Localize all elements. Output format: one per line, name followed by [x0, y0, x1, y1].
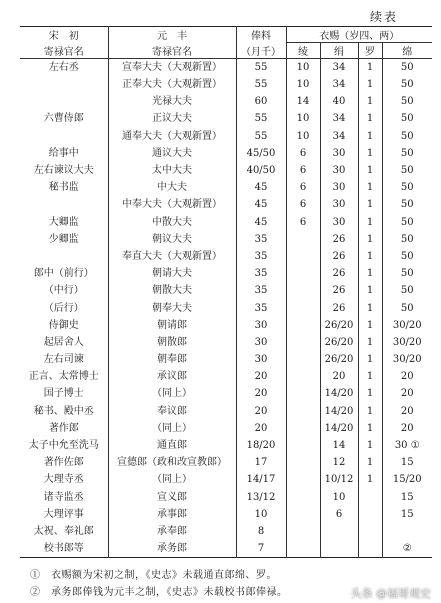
- cell-c1: 10: [286, 59, 320, 77]
- cell-c4: [382, 523, 432, 540]
- cell-off: [20, 248, 108, 265]
- cell-rank: 朝奉郎: [108, 351, 236, 368]
- cell-off: 秘书、殿中丞: [20, 403, 108, 420]
- table-row: [20, 454, 432, 471]
- cell-rank: 太中大夫: [108, 162, 236, 179]
- cell-c4: ②: [402, 543, 412, 555]
- cell-c2: 30: [320, 162, 358, 179]
- cell-c1: 10: [286, 76, 320, 93]
- cell-sal: 40/50: [236, 162, 286, 179]
- cell-c2: 34: [320, 76, 358, 93]
- cell-rank: 中大夫: [108, 179, 236, 196]
- cell-c4: 50: [400, 62, 414, 73]
- cell-c3: 1: [358, 145, 382, 162]
- watermark: 头条 @福哥观史: [350, 587, 431, 600]
- cell-c4: 50: [400, 250, 414, 262]
- table-row: [20, 540, 432, 558]
- cell-rank: 承务郎: [108, 540, 236, 558]
- cell-c2: 26: [320, 299, 358, 316]
- cell-c3: 1: [358, 299, 382, 316]
- cell-c3: 1: [358, 282, 382, 299]
- cell-off: [20, 93, 108, 110]
- cell-c3: 1: [358, 110, 382, 127]
- table-row: [20, 403, 432, 420]
- cell-c2: 34: [320, 128, 358, 145]
- cell-c4: 20: [400, 388, 414, 400]
- cell-off: 诸寺监丞: [20, 489, 108, 506]
- cell-c1: 6: [286, 145, 320, 162]
- table-row: [20, 110, 432, 127]
- cell-c2: 30: [320, 145, 358, 162]
- cell-c4: 50: [400, 130, 414, 142]
- cell-c4: 20: [400, 422, 414, 434]
- cell-rank: 奉议郎: [108, 403, 236, 420]
- cell-c1: 10: [286, 110, 320, 127]
- cell-sal: 55: [236, 76, 286, 93]
- table-row: [20, 231, 432, 248]
- cell-c3: [358, 489, 382, 506]
- cell-c1: 10: [286, 128, 320, 145]
- header-yuanfeng: 元 丰: [108, 27, 236, 43]
- header-song-initial: 宋 初: [20, 27, 108, 43]
- table-row: [20, 368, 432, 385]
- cell-c1: 6: [286, 214, 320, 231]
- cell-rank: 正议大夫: [108, 110, 236, 127]
- cell-sal: 45: [236, 179, 286, 196]
- cell-off: 六曹侍郎: [20, 110, 108, 127]
- cell-off: 大理评事: [20, 506, 108, 523]
- cell-c2: 26: [320, 282, 358, 299]
- cell-c2: 30: [320, 214, 358, 231]
- table-row: [20, 351, 432, 368]
- continued-label: 续表: [370, 10, 399, 24]
- header-salary: 俸料: [236, 27, 286, 43]
- cell-c2: 30: [320, 179, 358, 196]
- cell-c4: 50: [400, 302, 414, 314]
- cell-c2: 6: [320, 506, 358, 523]
- cell-c3: 1: [358, 231, 382, 248]
- cell-c4: 50: [400, 113, 414, 125]
- cell-c4: 30/20: [392, 354, 422, 366]
- cell-c3: [358, 523, 382, 540]
- cell-c1: [286, 403, 320, 420]
- cell-off: 大理寺丞: [20, 471, 108, 488]
- cell-c2: [320, 540, 358, 558]
- cell-c3: 1: [358, 403, 382, 420]
- cell-c3: 1: [358, 471, 382, 488]
- cell-c1: [286, 317, 320, 334]
- cell-off: 校书郎等: [20, 540, 108, 558]
- table-row: [20, 76, 432, 93]
- cell-rank: 宣德郎（政和改宣教郎）: [108, 454, 236, 471]
- cell-sal: 35: [236, 265, 286, 282]
- cell-rank: 通直郎: [108, 437, 236, 454]
- cell-c4: 30 ①: [394, 440, 420, 452]
- cell-rank: （同上）: [108, 385, 236, 402]
- cell-c1: [286, 489, 320, 506]
- cell-c2: 14/20: [320, 385, 358, 402]
- cell-rank: 朝奉大夫: [108, 299, 236, 316]
- cell-off: 正言、太常博士: [20, 368, 108, 385]
- header-mian: 绵: [382, 43, 432, 59]
- cell-off: 秘书监: [20, 179, 108, 196]
- cell-c1: 14: [286, 93, 320, 110]
- cell-rank: 承事郎: [108, 506, 236, 523]
- cell-c3: [358, 540, 382, 558]
- cell-off: （中行）: [20, 282, 108, 299]
- cell-c4: 50: [400, 165, 414, 177]
- cell-c3: 1: [358, 179, 382, 196]
- cell-rank: 承议郎: [108, 368, 236, 385]
- table-row: [20, 145, 432, 162]
- cell-c3: 1: [358, 93, 382, 110]
- cell-sal: 10: [236, 506, 286, 523]
- cell-c2: 40: [320, 93, 358, 110]
- cell-c3: 1: [358, 437, 382, 454]
- cell-c1: [286, 334, 320, 351]
- cell-c3: 1: [358, 59, 382, 77]
- cell-c2: 10: [320, 489, 358, 506]
- cell-sal: 35: [236, 248, 286, 265]
- header-yuanfeng-sub: 寄禄官名: [108, 43, 236, 59]
- cell-c2: 34: [320, 59, 358, 77]
- header-song-sub: 寄禄官名: [20, 43, 108, 59]
- footnote-2: ② 承务郎俸钱为元丰之制，《史志》未载校书郎俸禄。: [30, 587, 288, 598]
- cell-sal: 60: [236, 93, 286, 110]
- cell-c2: 26: [320, 265, 358, 282]
- cell-sal: 45: [236, 214, 286, 231]
- cell-c2: 14/20: [320, 403, 358, 420]
- cell-c4: 50: [400, 199, 414, 211]
- cell-sal: 35: [236, 231, 286, 248]
- cell-sal: 30: [236, 317, 286, 334]
- cell-c2: 30: [320, 196, 358, 213]
- table-row: [20, 334, 432, 351]
- cell-rank: 通奉大夫（大观新置）: [108, 128, 236, 145]
- cell-c1: 6: [286, 179, 320, 196]
- cell-c3: [358, 506, 382, 523]
- cell-c1: [286, 265, 320, 282]
- cell-off: 左右司谏: [20, 351, 108, 368]
- cell-c3: 1: [358, 248, 382, 265]
- cell-c1: [286, 385, 320, 402]
- table-row: [20, 248, 432, 265]
- cell-c2: 26: [320, 248, 358, 265]
- cell-off: 起居舍人: [20, 334, 108, 351]
- cell-c4: 50: [400, 79, 414, 91]
- cell-off: [20, 196, 108, 213]
- cell-c1: [286, 523, 320, 540]
- cell-rank: 中奉大夫（大观新置）: [108, 196, 236, 213]
- cell-c3: 1: [358, 76, 382, 93]
- cell-off: 太子中允至洗马: [20, 437, 108, 454]
- table-row: [20, 317, 432, 334]
- cell-c2: 26/20: [320, 334, 358, 351]
- salary-table: [20, 26, 432, 558]
- cell-rank: 通议大夫: [108, 145, 236, 162]
- header-clothing: 衣赐（岁四、两）: [286, 27, 432, 43]
- table-row: [20, 385, 432, 402]
- cell-c2: 10/12: [320, 471, 358, 488]
- cell-rank: 奉直大夫（大观新置）: [108, 248, 236, 265]
- cell-sal: 35: [236, 282, 286, 299]
- cell-c4: 20: [400, 405, 414, 417]
- cell-rank: 承奉郎: [108, 523, 236, 540]
- cell-off: 太祝、奉礼郎: [20, 523, 108, 540]
- cell-c3: 1: [358, 385, 382, 402]
- cell-c2: 26: [320, 231, 358, 248]
- cell-c2: 12: [320, 454, 358, 471]
- cell-c1: [286, 437, 320, 454]
- table-row: [20, 299, 432, 316]
- table-row: [20, 59, 432, 77]
- cell-c1: [286, 282, 320, 299]
- table-row: [20, 265, 432, 282]
- cell-off: 侍御史: [20, 317, 108, 334]
- cell-c1: [286, 506, 320, 523]
- cell-c4: 15/20: [392, 474, 422, 486]
- table-row: [20, 489, 432, 506]
- cell-c4: 50: [400, 216, 414, 228]
- cell-c4: 15: [400, 457, 414, 469]
- cell-c3: 1: [358, 368, 382, 385]
- cell-off: 著作佐郎: [20, 454, 108, 471]
- cell-rank: （同上）: [108, 471, 236, 488]
- table-row: [20, 437, 432, 454]
- cell-c2: 26/20: [320, 317, 358, 334]
- cell-c1: [286, 420, 320, 437]
- cell-rank: 中散大夫: [108, 214, 236, 231]
- cell-c3: 1: [358, 420, 382, 437]
- cell-sal: 45: [236, 196, 286, 213]
- cell-c4: 30/20: [392, 319, 422, 331]
- cell-c1: [286, 248, 320, 265]
- cell-c4: 50: [400, 96, 414, 108]
- cell-rank: 朝请郎: [108, 317, 236, 334]
- cell-sal: 8: [236, 523, 286, 540]
- cell-sal: 18/20: [236, 437, 286, 454]
- cell-rank: 正奉大夫（大观新置）: [108, 76, 236, 93]
- cell-c1: [286, 454, 320, 471]
- cell-c4: 50: [400, 147, 414, 159]
- cell-off: 左右谏议大夫: [20, 162, 108, 179]
- table-row: [20, 282, 432, 299]
- cell-c1: 6: [286, 196, 320, 213]
- cell-sal: 35: [236, 299, 286, 316]
- table-row: [20, 506, 432, 523]
- cell-c2: 14/20: [320, 420, 358, 437]
- cell-off: 大卿监: [20, 214, 108, 231]
- cell-c2: 34: [320, 110, 358, 127]
- cell-c1: [286, 299, 320, 316]
- cell-off: [20, 128, 108, 145]
- cell-off: 左右丞: [20, 59, 108, 77]
- cell-c3: 1: [358, 162, 382, 179]
- cell-c3: 1: [358, 351, 382, 368]
- table-row: [20, 420, 432, 437]
- cell-c3: 1: [358, 454, 382, 471]
- cell-sal: 20: [236, 368, 286, 385]
- cell-c1: [286, 540, 320, 558]
- cell-rank: 宣奉大夫（大观新置）: [108, 59, 236, 77]
- cell-c1: [286, 471, 320, 488]
- cell-c1: 6: [286, 162, 320, 179]
- table-row: [20, 162, 432, 179]
- cell-off: 给事中: [20, 145, 108, 162]
- cell-c3: 1: [358, 334, 382, 351]
- cell-c3: 1: [358, 265, 382, 282]
- cell-c2: 26/20: [320, 351, 358, 368]
- cell-c3: 1: [358, 214, 382, 231]
- cell-c4: 50: [400, 233, 414, 245]
- cell-c4: 20: [400, 371, 414, 383]
- table-row: [20, 196, 432, 213]
- cell-sal: 20: [236, 420, 286, 437]
- cell-off: 郎中（前行）: [20, 265, 108, 282]
- cell-off: 国子博士: [20, 385, 108, 402]
- cell-off: [20, 76, 108, 93]
- footnote-1: ① 衣赐额为宋初之制，《史志》未载通直郎绵、罗。: [30, 570, 277, 581]
- table-row: [20, 179, 432, 196]
- cell-sal: 20: [236, 385, 286, 402]
- cell-rank: （同上）: [108, 420, 236, 437]
- table-row: [20, 523, 432, 540]
- cell-sal: 55: [236, 59, 286, 77]
- header-salary-unit: （月千）: [236, 43, 286, 59]
- cell-sal: 30: [236, 351, 286, 368]
- cell-c1: [286, 351, 320, 368]
- cell-sal: 20: [236, 403, 286, 420]
- cell-off: 少卿监: [20, 231, 108, 248]
- cell-c4: 50: [400, 268, 414, 280]
- cell-rank: 朝议大夫: [108, 231, 236, 248]
- cell-off: 著作郎: [20, 420, 108, 437]
- cell-sal: 30: [236, 334, 286, 351]
- cell-c3: 1: [358, 128, 382, 145]
- cell-c4: 50: [400, 182, 414, 194]
- cell-c2: [320, 523, 358, 540]
- cell-rank: 朝请大夫: [108, 265, 236, 282]
- cell-c4: 30/20: [392, 336, 422, 348]
- cell-c3: 1: [358, 317, 382, 334]
- header-juan: 绢: [320, 43, 358, 59]
- cell-rank: 朝散郎: [108, 334, 236, 351]
- cell-c3: 1: [358, 196, 382, 213]
- cell-c1: [286, 368, 320, 385]
- cell-rank: 光禄大夫: [108, 93, 236, 110]
- cell-sal: 13/12: [236, 489, 286, 506]
- table-row: [20, 93, 432, 110]
- cell-c2: 20: [320, 368, 358, 385]
- header-luo: 罗: [358, 43, 382, 59]
- header-ling: 绫: [286, 43, 320, 59]
- cell-rank: 宣义郎: [108, 489, 236, 506]
- cell-sal: 14/17: [236, 471, 286, 488]
- table-row: [20, 471, 432, 488]
- cell-c4: 50: [400, 285, 414, 297]
- cell-rank: 朝散大夫: [108, 282, 236, 299]
- cell-off: （后行）: [20, 299, 108, 316]
- table-row: [20, 128, 432, 145]
- cell-sal: 17: [236, 454, 286, 471]
- cell-c1: [286, 231, 320, 248]
- cell-sal: 55: [236, 110, 286, 127]
- cell-sal: 7: [236, 540, 286, 558]
- cell-c2: 14: [320, 437, 358, 454]
- cell-sal: 55: [236, 128, 286, 145]
- cell-sal: 45/50: [236, 145, 286, 162]
- cell-c4: 15: [400, 491, 414, 503]
- table-row: [20, 214, 432, 231]
- cell-c4: 15: [400, 508, 414, 520]
